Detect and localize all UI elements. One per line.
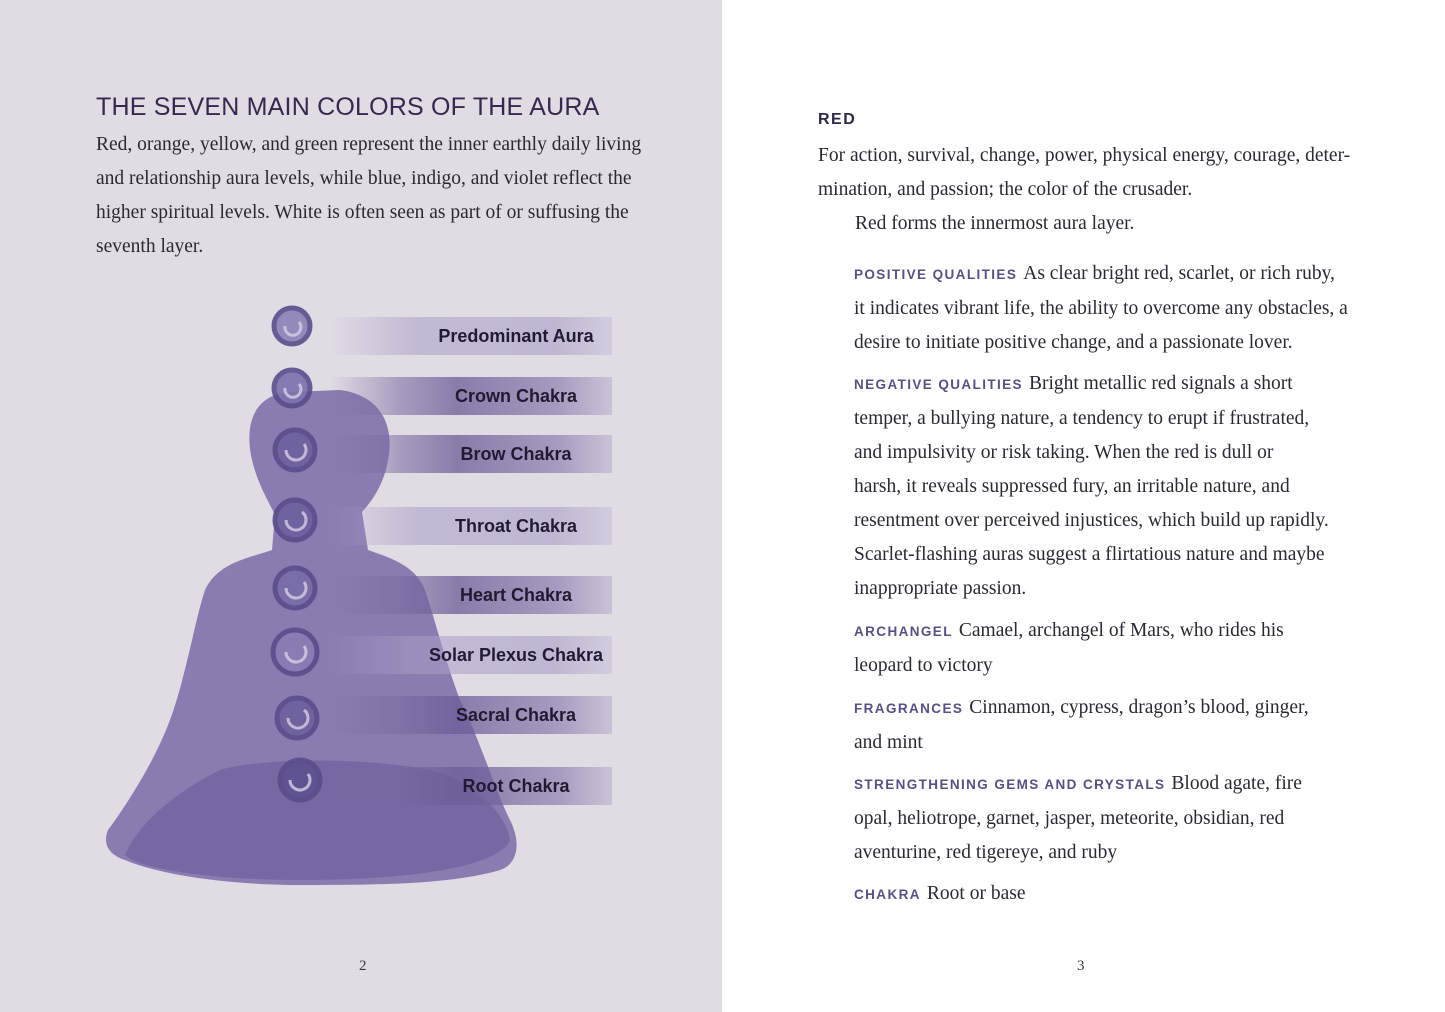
entry-negative-qualities: NEGATIVE QUALITIES Bright metallic red signals a short temper, a bullying nature, a tendency to erupt if frustrated, and impulsivity or risk taking. When the red is dull or harsh, it reveals suppressed fury, an irritable nature, and resentment over perceived injustices, which build up rapidly. Scarlet-flashing auras suggest a flirtatious nature and maybe inappropriate passion.: [854, 373, 1329, 599]
entry-label: ARCHANGEL: [854, 624, 953, 639]
entry-label: POSITIVE QUALITIES: [854, 267, 1018, 282]
entry-label: STRENGTHENING GEMS AND CRYSTALS: [854, 777, 1166, 792]
entry-gems-and-crystals: STRENGTHENING GEMS AND CRYSTALS Blood agate, fire opal, heliotrope, garnet, jasper, meteorite, obsidian, red aventurine, red tigereye, and ruby: [854, 773, 1302, 863]
intro-indent-line: Red forms the innermost aura layer.: [855, 213, 1135, 234]
label-solar-plexus-chakra: Solar Plexus Chakra: [330, 636, 612, 674]
entry-label: NEGATIVE QUALITIES: [854, 377, 1023, 392]
label-predominant-aura: Predominant Aura: [330, 317, 612, 355]
label-heart-chakra: Heart Chakra: [330, 576, 612, 614]
entry-label: FRAGRANCES: [854, 701, 964, 716]
entry-positive-qualities: POSITIVE QUALITIES As clear bright red, scarlet, or rich ruby, it indicates vibrant life, the ability to overcome any obstacles, a desire to initiate positive change, and a passionate lover.: [854, 263, 1348, 353]
entry-fragrances: FRAGRANCES Cinnamon, cypress, dragon’s blood, ginger, and mint: [854, 697, 1309, 753]
page-number-right: 3: [1077, 958, 1085, 974]
label-sacral-chakra: Sacral Chakra: [330, 696, 612, 734]
label-throat-chakra: Throat Chakra: [330, 507, 612, 545]
section-heading: RED: [818, 111, 857, 128]
label-root-chakra: Root Chakra: [330, 767, 612, 805]
label-brow-chakra: Brow Chakra: [330, 435, 612, 473]
intro-line: mination, and passion; the color of the crusader.: [818, 179, 1193, 200]
page-title: THE SEVEN MAIN COLORS OF THE AURA: [96, 93, 600, 121]
entry-label: CHAKRA: [854, 887, 921, 902]
section-intro: [818, 139, 1378, 241]
entry-archangel: ARCHANGEL Camael, archangel of Mars, who rides his leopard to victory: [854, 620, 1284, 676]
intro-line: Red, orange, yellow, and green represent the inner earthly daily living: [96, 134, 642, 155]
label-crown-chakra: Crown Chakra: [330, 377, 612, 415]
entry-chakra: CHAKRA Root or base: [854, 883, 1026, 904]
page-number-left: 2: [359, 958, 367, 974]
intro-line: seventh layer.: [96, 236, 204, 257]
intro-line: and relationship aura levels, while blue, indigo, and violet reflect the: [96, 168, 632, 189]
intro-line: For action, survival, change, power, physical energy, courage, deter-: [818, 145, 1351, 166]
intro-paragraph: [96, 128, 642, 264]
intro-line: higher spiritual levels. White is often seen as part of or suffusing the: [96, 202, 629, 223]
chakra-figure-illustration: [100, 300, 620, 900]
